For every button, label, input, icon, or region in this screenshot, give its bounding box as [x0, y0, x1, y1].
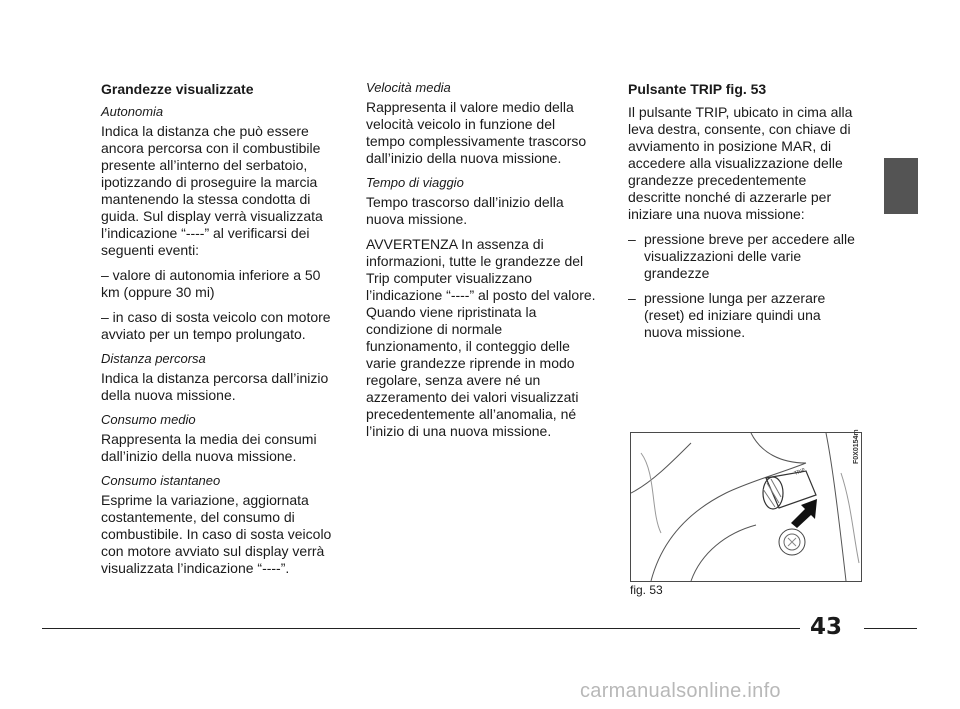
trip-heading: Pulsante TRIP fig. 53: [628, 81, 767, 97]
list-marker: –: [628, 290, 636, 306]
list-item-text: pressione lunga per azzerare (reset) ed iniziare quindi una nuova missione.: [644, 290, 826, 340]
list-marker: –: [628, 231, 636, 247]
paragraph-tempo: Tempo trascorso dall’inizio della nuova missione.: [366, 194, 564, 227]
trip-lever-illustration: [631, 433, 861, 581]
paragraph-autonomia: Indica la distanza che può essere ancora percorsa con il combustibile presente all’interno del serbatoio, ipotizzando di proseguire la marcia mantenendo la stessa condotta di guida. Sul display verrà visualizzata l’indicazione “----” al verificarsi dei seguenti eventi:: [101, 123, 323, 258]
subheading-tempo: Tempo di viaggio: [366, 175, 464, 190]
column-middle: [366, 80, 596, 448]
subheading-consumo-istantaneo: Consumo istantaneo: [101, 473, 221, 488]
paragraph-consumo-istantaneo: Esprime la variazione, aggiornata costantemente, del consumo di combustibile. In caso di sosta veicolo con motore avviato sul display verrà visualizzata l’indicazione “----”.: [101, 492, 332, 576]
paragraph-velocita: Rappresenta il valore medio della velocità veicolo in funzione del tempo complessivamente trascorso dall’inizio della nuova missione.: [366, 99, 587, 166]
subheading-distanza: Distanza percorsa: [101, 351, 206, 366]
column-left: [101, 80, 336, 585]
paragraph-distanza: Indica la distanza percorsa dall’inizio della nuova missione.: [101, 370, 329, 403]
section-tab: [884, 158, 918, 214]
footer-rule-left: [42, 628, 800, 629]
figure-53-illustration: [630, 432, 862, 582]
list-item-text: pressione breve per accedere alle visualizzazioni delle varie grandezze: [644, 231, 855, 281]
figure-caption: fig. 53: [630, 583, 663, 597]
list-item: [628, 231, 860, 282]
subheading-velocita: Velocità media: [366, 80, 451, 95]
section-heading: Grandezze visualizzate: [101, 81, 254, 97]
subheading-consumo-medio: Consumo medio: [101, 412, 196, 427]
footer-rule-right: [864, 628, 917, 629]
list-item: [628, 290, 860, 341]
page-number: 43: [810, 614, 843, 640]
paragraph-trip: Il pulsante TRIP, ubicato in cima alla leva destra, consente, con chiave di avviamento in posizione MAR, di accedere alla visualizzazione delle grandezze precedentemente descritte nonché di azzerarle per iniziare una nuova missione:: [628, 104, 853, 222]
column-right: [628, 80, 860, 349]
paragraph-consumo-medio: Rappresenta la media dei consumi dall’inizio della nuova missione.: [101, 431, 317, 464]
autonomia-item-1: – valore di autonomia inferiore a 50 km (oppure 30 mi): [101, 267, 321, 300]
watermark: carmanualsonline.info: [580, 680, 781, 702]
paragraph-avvertenza: AVVERTENZA In assenza di informazioni, tutte le grandezze del Trip computer visualizzano l’indicazione “----” al posto del valore. Quando viene ripristinata la condizione di normale funzionamento, il conteggio delle varie grandezze riprende in modo regolare, senza avere né un azzeramento dei valori visualizzati precedentemente all’anomalia, né l’inizio di una nuova missione.: [366, 236, 596, 439]
autonomia-item-2: – in caso di sosta veicolo con motore avviato per un tempo prolungato.: [101, 309, 331, 342]
figure-code: F0X0154m: [853, 429, 860, 464]
subheading-autonomia: Autonomia: [101, 104, 164, 119]
arrow-icon: [791, 499, 817, 528]
trip-button-label: TRIP: [793, 467, 807, 477]
